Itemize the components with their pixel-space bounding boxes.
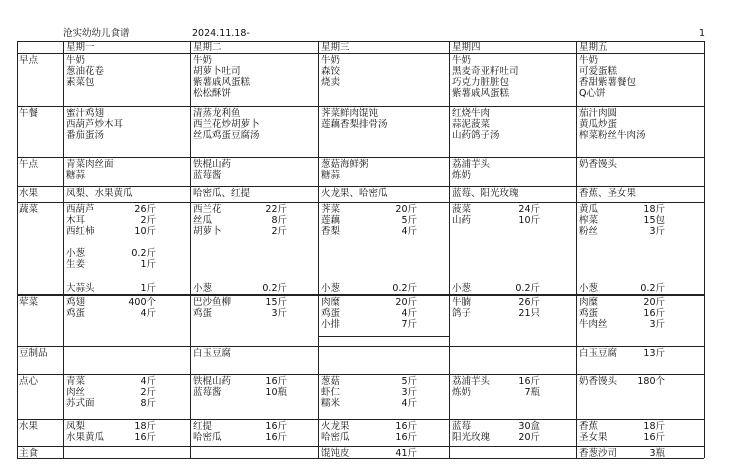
snack_pm-item: 糖蒜 xyxy=(66,170,86,181)
row-label-fruit2: 水果 xyxy=(19,421,39,432)
veg-ingredient: 山药 xyxy=(452,215,472,226)
day-header: 星期一 xyxy=(66,42,95,53)
veg-quantity: 10斤 xyxy=(518,215,540,226)
fruit2-ingredient: 水果黄瓜 xyxy=(66,432,105,443)
fruit-item: 香蕉、圣女果 xyxy=(579,188,637,199)
lunch-item: 丝瓜鸡蛋豆腐汤 xyxy=(193,130,260,141)
dessert-quantity: 16斤 xyxy=(518,376,540,387)
lunch-item: 蜜汁鸡翅 xyxy=(66,108,105,119)
col-rule xyxy=(63,41,64,458)
dessert-ingredient: 青菜 xyxy=(66,376,86,387)
meat-quantity: 7斤 xyxy=(401,319,417,330)
meat-ingredient: 鸽子 xyxy=(452,308,472,319)
staple-ingredient: 香葱沙司 xyxy=(579,448,618,459)
snack_pm-item: 奶香馒头 xyxy=(579,159,618,170)
veg-quantity: 2斤 xyxy=(140,215,156,226)
meat-ingredient: 鸡蛋 xyxy=(66,308,86,319)
col-rule xyxy=(576,41,577,458)
breakfast-item: 巧克力脏脏包 xyxy=(452,77,510,88)
lunch-item: 番茄蛋汤 xyxy=(66,130,105,141)
lunch-item: 山药鸽子汤 xyxy=(452,130,500,141)
veg-quantity: 2斤 xyxy=(271,226,287,237)
row-label-fruit: 水果 xyxy=(19,188,39,199)
fruit2-quantity: 18斤 xyxy=(134,421,156,432)
dessert-quantity: 8斤 xyxy=(140,398,156,409)
breakfast-item: 胡萝卜吐司 xyxy=(193,66,241,77)
dessert-ingredient: 奶香馒头 xyxy=(579,376,618,387)
soy-ingredient: 白玉豆腐 xyxy=(193,348,232,359)
veg-ingredient: 胡萝卜 xyxy=(193,226,222,237)
breakfast-item: 森饺 xyxy=(321,66,341,77)
fruit2-quantity: 16斤 xyxy=(643,432,665,443)
meat-ingredient: 肉糜 xyxy=(579,297,599,308)
fruit2-ingredient: 红提 xyxy=(193,421,213,432)
lunch-item: 莲藕香梨排骨汤 xyxy=(321,119,388,130)
veg-ingredient: 西兰花 xyxy=(193,204,222,215)
meat-ingredient: 鸡蛋 xyxy=(579,308,599,319)
fruit2-quantity: 16斤 xyxy=(395,421,417,432)
dessert-ingredient: 肉丝 xyxy=(66,387,86,398)
dessert-ingredient: 铁棍山药 xyxy=(193,376,232,387)
breakfast-item: 香甜紫薯餐包 xyxy=(579,77,637,88)
meat-quantity: 3斤 xyxy=(649,319,665,330)
fruit-item: 火龙果、哈密瓜 xyxy=(321,188,388,199)
veg-ingredient: 香梨 xyxy=(321,226,341,237)
fruit2-ingredient: 火龙果 xyxy=(321,421,350,432)
veg-quantity: 15包 xyxy=(643,215,665,226)
snack_pm-item: 糖蒜 xyxy=(321,170,341,181)
dessert-quantity: 180个 xyxy=(637,376,665,387)
meat-ingredient: 鸡蛋 xyxy=(193,308,213,319)
dessert-ingredient: 炼奶 xyxy=(452,387,472,398)
row-rule xyxy=(17,346,704,347)
row-rule xyxy=(17,446,704,447)
row-rule xyxy=(17,157,704,158)
veg-ingredient: 木耳 xyxy=(66,215,86,226)
fruit2-ingredient: 哈密瓜 xyxy=(321,432,350,443)
veg-quantity: 1斤 xyxy=(140,259,156,270)
dessert-ingredient: 虾仁 xyxy=(321,387,341,398)
dessert-quantity: 5斤 xyxy=(401,376,417,387)
veg-ingredient: 榨菜 xyxy=(579,215,599,226)
snack_pm-item: 蓝莓酱 xyxy=(193,170,222,181)
row-label-dessert: 点心 xyxy=(19,376,39,387)
meat-ingredient: 牛肉丝 xyxy=(579,319,608,330)
veg-quantity: 20斤 xyxy=(395,204,417,215)
lunch-item: 西葫芦炒木耳 xyxy=(66,119,124,130)
lunch-item: 蒜泥菠菜 xyxy=(452,119,491,130)
veg-ingredient: 荠菜 xyxy=(321,204,341,215)
col-rule xyxy=(449,41,450,458)
veg-ingredient: 丝瓜 xyxy=(193,215,213,226)
row-label-staple: 主食 xyxy=(19,448,39,459)
fruit-item: 凤梨、水果黄瓜 xyxy=(66,188,133,199)
veg-quantity: 10斤 xyxy=(134,226,156,237)
day-header: 星期四 xyxy=(452,42,481,53)
dessert-ingredient: 蓝莓酱 xyxy=(193,387,222,398)
fruit-item: 哈密瓜、红提 xyxy=(193,188,251,199)
veg-ingredient: 大蒜头 xyxy=(66,283,95,294)
lunch-item: 茄汁肉圆 xyxy=(579,108,618,119)
veg-ingredient: 小葱 xyxy=(452,283,472,294)
staple-quantity: 41斤 xyxy=(395,448,417,459)
lunch-item: 榨菜粉丝牛肉汤 xyxy=(579,130,646,141)
veg-ingredient: 西葫芦 xyxy=(66,204,95,215)
col-rule xyxy=(318,41,319,458)
fruit2-quantity: 16斤 xyxy=(134,432,156,443)
lunch-item: 荠菜鲜肉馄饨 xyxy=(321,108,379,119)
page-number: 1 xyxy=(699,28,706,39)
row-rule xyxy=(17,186,704,187)
week-date: 2024.11.18- xyxy=(192,28,250,39)
row-rule xyxy=(17,53,704,54)
meat-quantity: 4斤 xyxy=(401,308,417,319)
soy-quantity: 13斤 xyxy=(643,348,665,359)
row-label-breakfast: 早点 xyxy=(19,55,39,66)
veg-quantity: 22斤 xyxy=(265,204,287,215)
meat-ingredient: 牛腩 xyxy=(452,297,472,308)
lunch-item: 西兰花炒胡萝卜 xyxy=(193,119,260,130)
breakfast-item: 牛奶 xyxy=(321,55,341,66)
dessert-quantity: 2斤 xyxy=(140,387,156,398)
veg-quantity: 24斤 xyxy=(518,204,540,215)
veg-quantity: 18斤 xyxy=(643,204,665,215)
row-label-soy: 豆制品 xyxy=(19,348,48,359)
row-label-snack_pm: 午点 xyxy=(19,159,39,170)
fruit2-ingredient: 圣女果 xyxy=(579,432,608,443)
veg-quantity: 26斤 xyxy=(134,204,156,215)
day-header: 星期二 xyxy=(193,42,222,53)
veg-ingredient: 小葱 xyxy=(66,248,86,259)
meat-ingredient: 鸡蛋 xyxy=(321,308,341,319)
meat-quantity: 3斤 xyxy=(271,308,287,319)
row-rule xyxy=(17,419,704,420)
snack_pm-item: 青菜肉丝面 xyxy=(66,159,114,170)
veg-quantity: 0.2斤 xyxy=(640,283,665,294)
meat-quantity: 20斤 xyxy=(643,297,665,308)
col-rule xyxy=(17,41,18,458)
staple-ingredient: 馄饨皮 xyxy=(321,448,350,459)
row-rule xyxy=(318,336,449,337)
fruit-item: 蓝莓、阳光玫瑰 xyxy=(452,188,519,199)
meat-quantity: 400个 xyxy=(128,297,156,308)
veg-ingredient: 小葱 xyxy=(579,283,599,294)
veg-quantity: 3斤 xyxy=(649,226,665,237)
breakfast-item: 紫薯戚风蛋糕 xyxy=(193,77,251,88)
veg-quantity: 0.2斤 xyxy=(515,283,540,294)
fruit2-quantity: 16斤 xyxy=(395,432,417,443)
fruit2-quantity: 16斤 xyxy=(265,432,287,443)
snack_pm-item: 炼奶 xyxy=(452,170,472,181)
fruit2-quantity: 16斤 xyxy=(265,421,287,432)
row-rule xyxy=(17,202,704,203)
dessert-quantity: 10瓶 xyxy=(265,387,287,398)
day-header: 星期三 xyxy=(321,42,350,53)
breakfast-item: 牛奶 xyxy=(579,55,599,66)
snack_pm-item: 铁棍山药 xyxy=(193,159,232,170)
snack_pm-item: 葱菇海鲜粥 xyxy=(321,159,369,170)
fruit2-quantity: 18斤 xyxy=(643,421,665,432)
lunch-item: 清蒸龙利鱼 xyxy=(193,108,241,119)
breakfast-item: 烧卖 xyxy=(321,77,341,88)
veg-quantity: 5斤 xyxy=(401,215,417,226)
row-label-lunch: 午餐 xyxy=(19,108,39,119)
fruit2-ingredient: 香蕉 xyxy=(579,421,599,432)
breakfast-item: Q心饼 xyxy=(579,88,606,99)
soy-ingredient: 白玉豆腐 xyxy=(579,348,618,359)
col-rule xyxy=(704,41,705,458)
meat-ingredient: 巴沙鱼柳 xyxy=(193,297,232,308)
veg-quantity: 0.2斤 xyxy=(392,283,417,294)
row-rule xyxy=(17,295,704,296)
meat-quantity: 16斤 xyxy=(643,308,665,319)
row-rule xyxy=(17,294,704,295)
veg-ingredient: 菠菜 xyxy=(452,204,472,215)
breakfast-item: 黑麦奇亚籽吐司 xyxy=(452,66,519,77)
veg-quantity: 8斤 xyxy=(271,215,287,226)
meat-quantity: 15斤 xyxy=(265,297,287,308)
col-rule xyxy=(190,41,191,458)
veg-ingredient: 生姜 xyxy=(66,259,86,270)
veg-quantity: 4斤 xyxy=(401,226,417,237)
meat-quantity: 21只 xyxy=(518,308,540,319)
fruit2-ingredient: 蓝莓 xyxy=(452,421,472,432)
dessert-ingredient: 荔浦芋头 xyxy=(452,376,491,387)
veg-ingredient: 莲藕 xyxy=(321,215,341,226)
breakfast-item: 可爱蛋糕 xyxy=(579,66,618,77)
staple-quantity: 3瓶 xyxy=(649,448,665,459)
school-title: 沧实幼幼儿食谱 xyxy=(63,28,130,39)
row-label-meat: 荤菜 xyxy=(19,297,39,308)
row-label-veg: 蔬菜 xyxy=(19,204,39,215)
dessert-ingredient: 苏式面 xyxy=(66,398,95,409)
fruit2-ingredient: 阳光玫瑰 xyxy=(452,432,491,443)
dessert-quantity: 4斤 xyxy=(401,398,417,409)
veg-quantity: 0.2斤 xyxy=(262,283,287,294)
day-header: 星期五 xyxy=(579,42,608,53)
veg-quantity: 1斤 xyxy=(140,283,156,294)
dessert-quantity: 7瓶 xyxy=(524,387,540,398)
breakfast-item: 牛奶 xyxy=(66,55,86,66)
fruit2-quantity: 30盒 xyxy=(518,421,540,432)
meat-quantity: 4斤 xyxy=(140,308,156,319)
veg-ingredient: 粉丝 xyxy=(579,226,599,237)
breakfast-item: 松松酥饼 xyxy=(193,88,232,99)
meat-ingredient: 鸡翅 xyxy=(66,297,86,308)
breakfast-item: 牛奶 xyxy=(193,55,213,66)
dessert-ingredient: 葱菇 xyxy=(321,376,341,387)
veg-ingredient: 西红柿 xyxy=(66,226,95,237)
dessert-quantity: 16斤 xyxy=(265,376,287,387)
lunch-item: 红烧牛肉 xyxy=(452,108,491,119)
breakfast-item: 葱油花卷 xyxy=(66,66,105,77)
veg-ingredient: 小葱 xyxy=(193,283,213,294)
lunch-item: 黄瓜炒蛋 xyxy=(579,119,618,130)
fruit2-ingredient: 哈密瓜 xyxy=(193,432,222,443)
dessert-ingredient: 糯米 xyxy=(321,398,341,409)
row-rule xyxy=(17,106,704,107)
veg-ingredient: 黄瓜 xyxy=(579,204,599,215)
fruit2-quantity: 20斤 xyxy=(518,432,540,443)
snack_pm-item: 荔浦芋头 xyxy=(452,159,491,170)
fruit2-ingredient: 凤梨 xyxy=(66,421,86,432)
meat-quantity: 20斤 xyxy=(395,297,417,308)
dessert-quantity: 3斤 xyxy=(401,387,417,398)
row-rule xyxy=(17,374,704,375)
veg-quantity: 0.2斤 xyxy=(131,248,156,259)
meat-ingredient: 肉糜 xyxy=(321,297,341,308)
meat-quantity: 26斤 xyxy=(518,297,540,308)
breakfast-item: 紫薯戚风蛋糕 xyxy=(452,88,510,99)
meat-ingredient: 小排 xyxy=(321,319,341,330)
breakfast-item: 牛奶 xyxy=(452,55,472,66)
dessert-quantity: 4斤 xyxy=(140,376,156,387)
breakfast-item: 素菜包 xyxy=(66,77,95,88)
veg-ingredient: 小葱 xyxy=(321,283,341,294)
